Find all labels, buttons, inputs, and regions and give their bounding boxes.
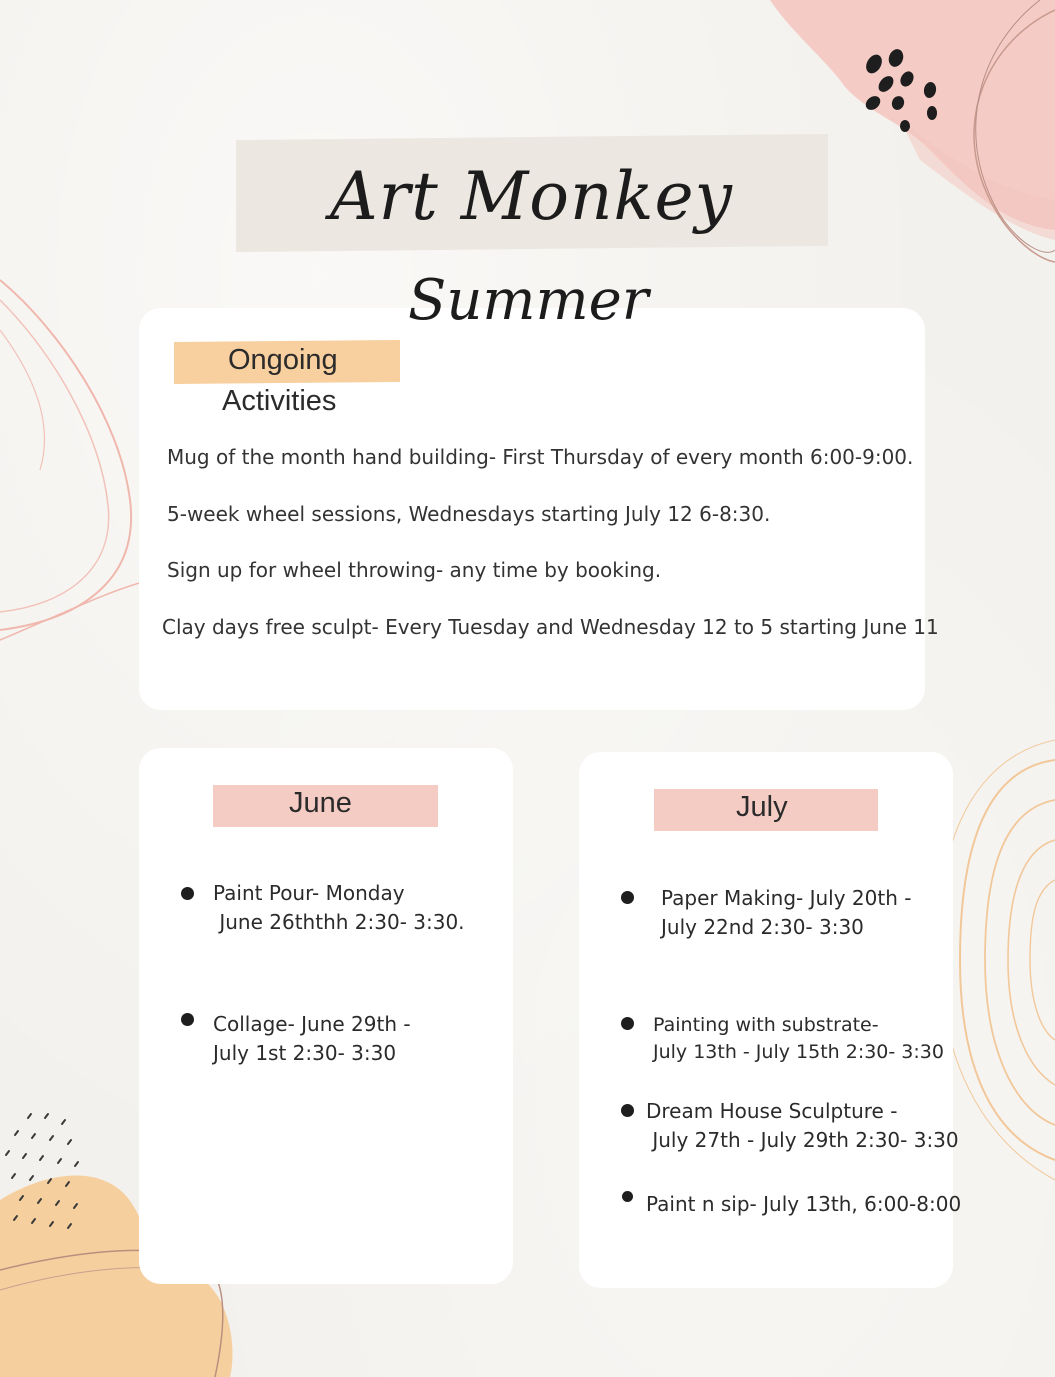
orange-brush-blob <box>0 1176 160 1377</box>
june-event <box>213 879 465 937</box>
black-dots-cluster <box>863 47 937 132</box>
june-heading: June <box>289 787 352 819</box>
event-line: Paint n sip- July 13th, 6:00-8:00 <box>646 1192 962 1216</box>
bullet-icon <box>622 1191 633 1202</box>
ongoing-item: 5-week wheel sessions, Wednesdays starting July 12 6-8:30. <box>167 502 771 526</box>
top-right-swirl-lines <box>974 10 1055 262</box>
event-line: Painting with substrate- <box>653 1014 879 1036</box>
july-event <box>646 1097 959 1155</box>
july-event <box>653 1012 944 1066</box>
event-line: Collage- June 29th - <box>213 1012 411 1036</box>
bullet-icon <box>181 1013 194 1026</box>
bullet-icon <box>621 891 634 904</box>
june-event <box>213 1010 411 1068</box>
bullet-icon <box>181 887 194 900</box>
ongoing-item: Clay days free sculpt- Every Tuesday and Wednesday 12 to 5 starting June 11 <box>162 615 939 639</box>
ongoing-heading-line2: Activities <box>222 385 337 417</box>
left-pink-loop-lines <box>0 280 131 630</box>
ongoing-heading-line1: Ongoing <box>228 344 338 376</box>
event-line: Dream House Sculpture - <box>646 1099 898 1123</box>
event-line: July 27th - July 29th 2:30- 3:30 <box>646 1128 959 1152</box>
event-line: June 26ththh 2:30- 3:30. <box>213 910 465 934</box>
event-line: Paper Making- July 20th - <box>661 886 912 910</box>
event-line: July 22nd 2:30- 3:30 <box>661 915 864 939</box>
event-line: July 13th - July 15th 2:30- 3:30 <box>653 1041 944 1063</box>
july-event <box>661 884 911 942</box>
bullet-icon <box>621 1104 634 1117</box>
july-event <box>646 1190 961 1219</box>
page-subtitle: Summer <box>408 268 649 333</box>
event-line: Paint Pour- Monday <box>213 881 405 905</box>
july-heading: July <box>736 791 788 823</box>
ongoing-item: Mug of the month hand building- First Thursday of every month 6:00-9:00. <box>167 445 914 469</box>
page-title: Art Monkey <box>330 158 733 235</box>
bullet-icon <box>621 1017 634 1030</box>
dash-pattern <box>6 1114 78 1228</box>
ongoing-item: Sign up for wheel throwing- any time by booking. <box>167 558 662 582</box>
event-line: July 1st 2:30- 3:30 <box>213 1041 397 1065</box>
